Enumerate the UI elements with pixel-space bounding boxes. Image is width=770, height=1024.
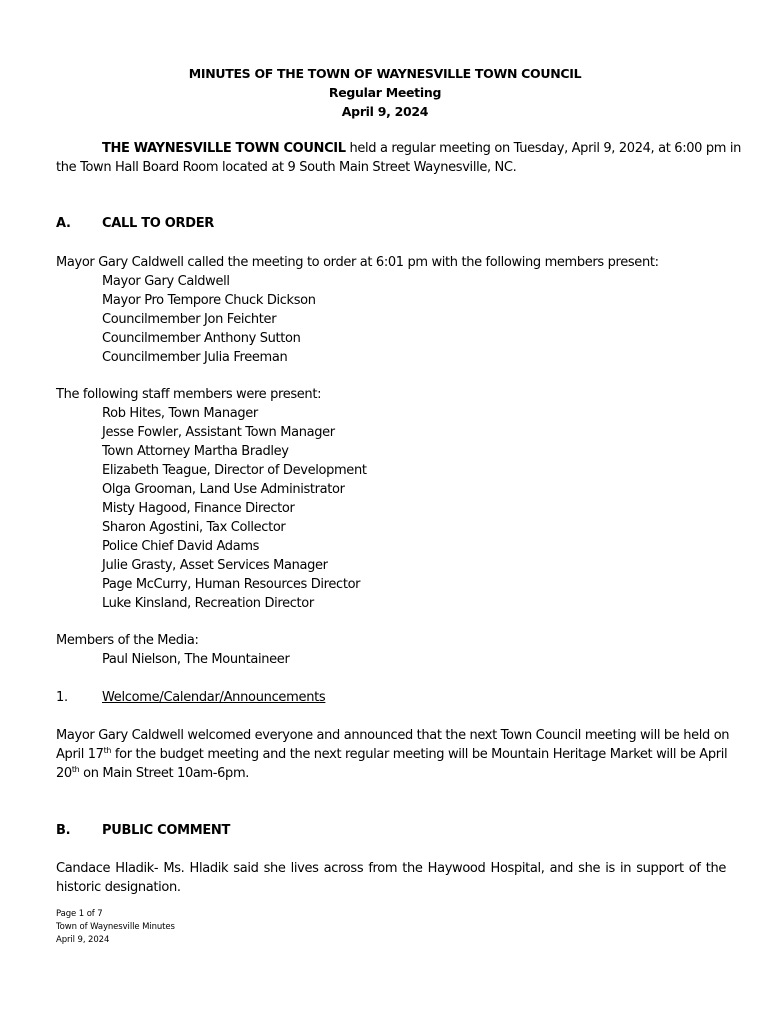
- item-1-line-3-b: on Main Street 10am-6pm.: [79, 766, 250, 781]
- document-subtitle: Regular Meeting: [328, 85, 442, 100]
- document-title: MINUTES OF THE TOWN OF WAYNESVILLE TOWN COUNCIL: [188, 66, 582, 81]
- intro-line-1: [102, 141, 741, 156]
- ordinal-suffix: th: [71, 765, 80, 774]
- member-item: Mayor Gary Caldwell: [102, 274, 230, 289]
- footer-document-name: Town of Waynesville Minutes: [56, 922, 175, 932]
- ordinal-suffix: th: [103, 746, 112, 755]
- staff-item: Police Chief David Adams: [102, 539, 260, 554]
- staff-item: Town Attorney Martha Bradley: [102, 444, 289, 459]
- member-item: Councilmember Jon Feichter: [102, 312, 277, 327]
- item-1-line-2-a: April 17: [56, 747, 104, 762]
- item-1-line-1: Mayor Gary Caldwell welcomed everyone and announced that the next Town Council meeting will be held on: [56, 728, 730, 743]
- staff-item: Rob Hites, Town Manager: [102, 406, 258, 421]
- member-item: Councilmember Anthony Sutton: [102, 331, 301, 346]
- media-intro: Members of the Media:: [56, 633, 199, 648]
- staff-item: Julie Grasty, Asset Services Manager: [102, 558, 328, 573]
- item-1-line-3: [56, 766, 249, 781]
- section-b-title: PUBLIC COMMENT: [102, 823, 231, 838]
- member-item: Mayor Pro Tempore Chuck Dickson: [102, 293, 316, 308]
- staff-item: Sharon Agostini, Tax Collector: [102, 520, 286, 535]
- section-a-letter: A.: [56, 216, 71, 231]
- staff-intro: The following staff members were present:: [56, 387, 322, 402]
- media-item: Paul Nielson, The Mountaineer: [102, 652, 290, 667]
- item-1-title: Welcome/Calendar/Announcements: [102, 690, 326, 705]
- staff-item: Jesse Fowler, Assistant Town Manager: [102, 425, 335, 440]
- footer-date: April 9, 2024: [56, 935, 110, 945]
- staff-item: Elizabeth Teague, Director of Development: [102, 463, 367, 478]
- staff-item: Misty Hagood, Finance Director: [102, 501, 295, 516]
- member-item: Councilmember Julia Freeman: [102, 350, 288, 365]
- section-b-letter: B.: [56, 823, 71, 838]
- public-comment-line-1: Candace Hladik- Ms. Hladik said she lives across from the Haywood Hospital, and she is in support of the: [56, 861, 726, 876]
- staff-item: Luke Kinsland, Recreation Director: [102, 596, 314, 611]
- item-1-line-2-b: for the budget meeting and the next regular meeting will be Mountain Heritage Market will be April: [111, 747, 728, 762]
- section-a-title: CALL TO ORDER: [102, 216, 214, 231]
- intro-line-1-rest: held a regular meeting on Tuesday, April 9, 2024, at 6:00 pm in: [345, 141, 741, 156]
- footer-page-number: Page 1 of 7: [56, 909, 103, 919]
- document-date: April 9, 2024: [341, 104, 429, 119]
- staff-item: Olga Grooman, Land Use Administrator: [102, 482, 345, 497]
- intro-bold-lead: THE WAYNESVILLE TOWN COUNCIL: [102, 141, 346, 156]
- call-to-order-text: Mayor Gary Caldwell called the meeting to order at 6:01 pm with the following members present:: [56, 255, 659, 270]
- public-comment-line-2: historic designation.: [56, 880, 181, 895]
- item-1-line-3-a: 20: [56, 766, 72, 781]
- staff-item: Page McCurry, Human Resources Director: [102, 577, 361, 592]
- item-1-line-2: [56, 747, 726, 762]
- intro-line-2: the Town Hall Board Room located at 9 South Main Street Waynesville, NC.: [56, 160, 517, 175]
- item-1-number: 1.: [56, 690, 68, 705]
